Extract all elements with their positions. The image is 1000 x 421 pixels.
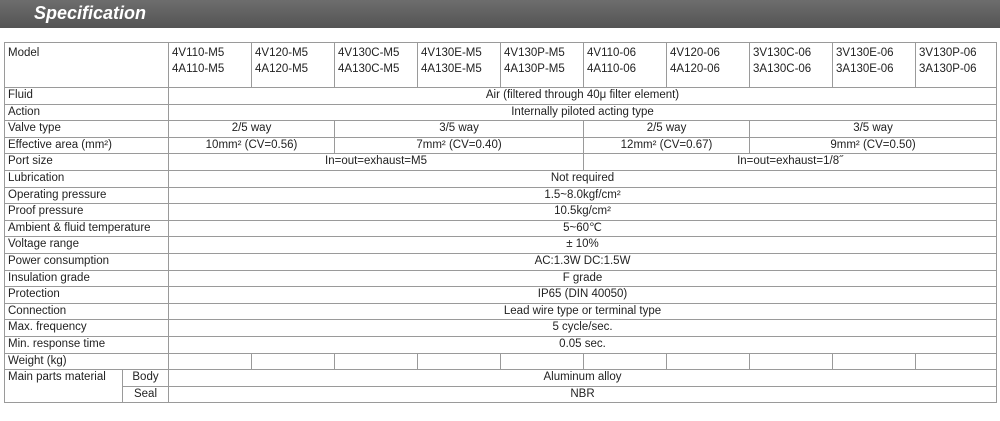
row-label: Port size — [5, 154, 169, 171]
row-label: Insulation grade — [5, 270, 169, 287]
row-value: 7mm² (CV=0.40) — [335, 137, 584, 154]
row-value: 1.5~8.0kgf/cm² — [169, 187, 997, 204]
table-row-effective-area — [5, 137, 997, 154]
row-label: Min. response time — [5, 336, 169, 353]
row-value: 0.05 sec. — [169, 336, 997, 353]
row-label: Fluid — [5, 88, 169, 105]
table-row-power — [5, 253, 997, 270]
row-value: NBR — [169, 386, 997, 403]
row-label: Effective area (mm²) — [5, 137, 169, 154]
row-value: 10.5kg/cm² — [169, 204, 997, 221]
row-label: Proof pressure — [5, 204, 169, 221]
row-label: Lubrication — [5, 170, 169, 187]
table-row-insulation — [5, 270, 997, 287]
row-label: Model — [5, 43, 169, 88]
weight-cell — [169, 353, 252, 370]
table-row-material-body — [5, 370, 997, 387]
weight-cell — [667, 353, 750, 370]
row-value: 12mm² (CV=0.67) — [584, 137, 750, 154]
row-value: 3/5 way — [335, 121, 584, 138]
row-value: Aluminum alloy — [169, 370, 997, 387]
model-cell: 4V130E-M5 4A130E-M5 — [418, 43, 501, 88]
row-label: Weight (kg) — [5, 353, 169, 370]
row-label: Voltage range — [5, 237, 169, 254]
row-label: Power consumption — [5, 253, 169, 270]
spec-table — [4, 42, 997, 403]
page-title: Specification — [34, 3, 147, 23]
row-label: Action — [5, 104, 169, 121]
header-bar — [0, 0, 1000, 28]
weight-cell — [833, 353, 916, 370]
model-cell: 3V130C-06 3A130C-06 — [750, 43, 833, 88]
model-cell: 3V130P-06 3A130P-06 — [916, 43, 997, 88]
row-value: 2/5 way — [584, 121, 750, 138]
row-value: Lead wire type or terminal type — [169, 303, 997, 320]
row-label: Operating pressure — [5, 187, 169, 204]
table-row-port-size — [5, 154, 997, 171]
table-row-valve-type — [5, 121, 997, 138]
row-value: Internally piloted acting type — [169, 104, 997, 121]
row-label: Connection — [5, 303, 169, 320]
weight-cell — [418, 353, 501, 370]
row-label: Ambient & fluid temperature — [5, 220, 169, 237]
row-label: Valve type — [5, 121, 169, 138]
row-value: IP65 (DIN 40050) — [169, 287, 997, 304]
row-value: F grade — [169, 270, 997, 287]
table-row-temperature — [5, 220, 997, 237]
row-value: 5~60℃ — [169, 220, 997, 237]
row-value: ± 10% — [169, 237, 997, 254]
row-value: Air (filtered through 40μ filter element) — [169, 88, 997, 105]
model-cell: 3V130E-06 3A130E-06 — [833, 43, 916, 88]
row-value: 3/5 way — [750, 121, 997, 138]
weight-cell — [584, 353, 667, 370]
sub-label: Seal — [123, 386, 169, 403]
row-value: 2/5 way — [169, 121, 335, 138]
model-cell: 4V130C-M5 4A130C-M5 — [335, 43, 418, 88]
table-row-operating-pressure — [5, 187, 997, 204]
table-row-response — [5, 336, 997, 353]
weight-cell — [750, 353, 833, 370]
model-cell: 4V110-06 4A110-06 — [584, 43, 667, 88]
model-cell: 4V120-M5 4A120-M5 — [252, 43, 335, 88]
row-label: Max. frequency — [5, 320, 169, 337]
model-cell: 4V120-06 4A120-06 — [667, 43, 750, 88]
table-row-material-seal — [5, 386, 997, 403]
row-value: In=out=exhaust=1/8˝ — [584, 154, 997, 171]
row-value: Not required — [169, 170, 997, 187]
row-value: In=out=exhaust=M5 — [169, 154, 584, 171]
table-row-connection — [5, 303, 997, 320]
model-cell: 4V130P-M5 4A130P-M5 — [501, 43, 584, 88]
table-row-protection — [5, 287, 997, 304]
row-value: 9mm² (CV=0.50) — [750, 137, 997, 154]
weight-cell — [252, 353, 335, 370]
weight-cell — [501, 353, 584, 370]
table-row-model — [5, 43, 997, 88]
table-row-fluid — [5, 88, 997, 105]
row-label: Protection — [5, 287, 169, 304]
row-label: Main parts material — [5, 370, 123, 403]
table-row-weight — [5, 353, 997, 370]
table-row-action — [5, 104, 997, 121]
table-row-frequency — [5, 320, 997, 337]
row-value: AC:1.3W DC:1.5W — [169, 253, 997, 270]
row-value: 10mm² (CV=0.56) — [169, 137, 335, 154]
weight-cell — [916, 353, 997, 370]
model-cell: 4V110-M5 4A110-M5 — [169, 43, 252, 88]
sub-label: Body — [123, 370, 169, 387]
table-row-proof-pressure — [5, 204, 997, 221]
weight-cell — [335, 353, 418, 370]
table-row-lubrication — [5, 170, 997, 187]
table-row-voltage-range — [5, 237, 997, 254]
row-value: 5 cycle/sec. — [169, 320, 997, 337]
